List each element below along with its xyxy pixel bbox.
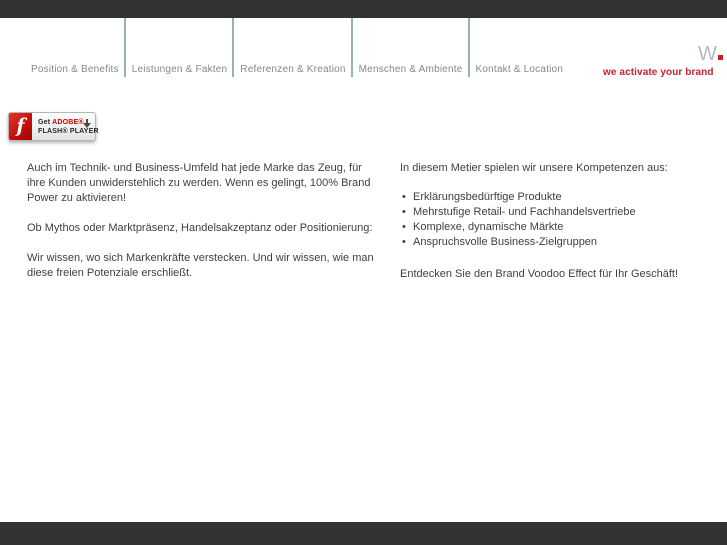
flash-badge-line2: FLASH® PLAYER — [38, 127, 99, 135]
logo-wordmark: W — [698, 43, 717, 65]
intro-paragraph-2: Ob Mythos oder Marktpräsenz, Handelsakzeptanz oder Positionierung: — [27, 222, 373, 234]
brand-logo[interactable] — [698, 44, 723, 65]
competencies-outro: Entdecken Sie den Brand Voodoo Effect für Ihr Geschäft! — [400, 268, 679, 280]
get-flash-player-button[interactable] — [8, 112, 99, 141]
flash-badge-get-label: Get — [38, 118, 53, 126]
bullet-icon: • — [402, 236, 406, 248]
competency-list — [400, 190, 710, 250]
nav-item-leistungen-fakten[interactable] — [126, 18, 235, 77]
competencies-intro: In diesem Metier spielen wir unsere Kompetenzen aus: — [400, 162, 668, 174]
list-item-text: Erklärungsbedürftige Produkte — [413, 191, 562, 203]
intro-paragraph-1: Auch im Technik- und Business-Umfeld hat jede Marke das Zeug, für ihre Kunden unwiderstehlich zu werden. Wenn es gelingt, 100% Brand Power zu aktivieren! — [27, 162, 371, 204]
intro-text-column — [27, 161, 381, 281]
list-item-text: Anspruchsvolle Business-Zielgruppen — [413, 236, 598, 248]
nav-item-menschen-ambiente[interactable] — [353, 18, 470, 77]
nav-item-label: Menschen & Ambiente — [358, 64, 463, 75]
list-item-text: Komplexe, dynamische Märkte — [413, 221, 564, 233]
top-bar — [0, 0, 727, 18]
nav-item-label: Referenzen & Kreation — [240, 64, 346, 75]
main-nav — [25, 18, 568, 77]
nav-item-referenzen-kreation[interactable] — [234, 18, 352, 77]
nav-item-kontakt-location[interactable] — [470, 18, 569, 77]
flash-badge-adobe-label: ADOBE® — [52, 118, 84, 126]
intro-paragraph-3: Wir wissen, wo sich Markenkräfte verstecken. Und wir wissen, wie man diese freien Potenziale erschließt. — [27, 252, 374, 279]
list-item — [400, 190, 710, 205]
list-item — [400, 205, 710, 220]
download-arrow-icon — [83, 119, 91, 128]
list-item-text: Mehrstufige Retail- und Fachhandelsvertriebe — [413, 206, 636, 218]
competencies-column — [400, 161, 710, 282]
brand-tagline: we activate your brand — [603, 67, 714, 78]
bullet-icon: • — [402, 221, 406, 233]
logo-dot-icon — [718, 55, 723, 60]
bullet-icon: • — [402, 191, 406, 203]
bottom-bar — [0, 522, 727, 545]
nav-item-label: Kontakt & Location — [475, 64, 564, 75]
nav-item-position-benefits[interactable] — [25, 18, 126, 77]
bullet-icon: • — [402, 206, 406, 218]
flash-f-icon: f — [9, 113, 32, 140]
nav-item-label: Position & Benefits — [31, 64, 119, 75]
nav-item-label: Leistungen & Fakten — [131, 64, 228, 75]
list-item — [400, 220, 710, 235]
list-item — [400, 235, 710, 250]
